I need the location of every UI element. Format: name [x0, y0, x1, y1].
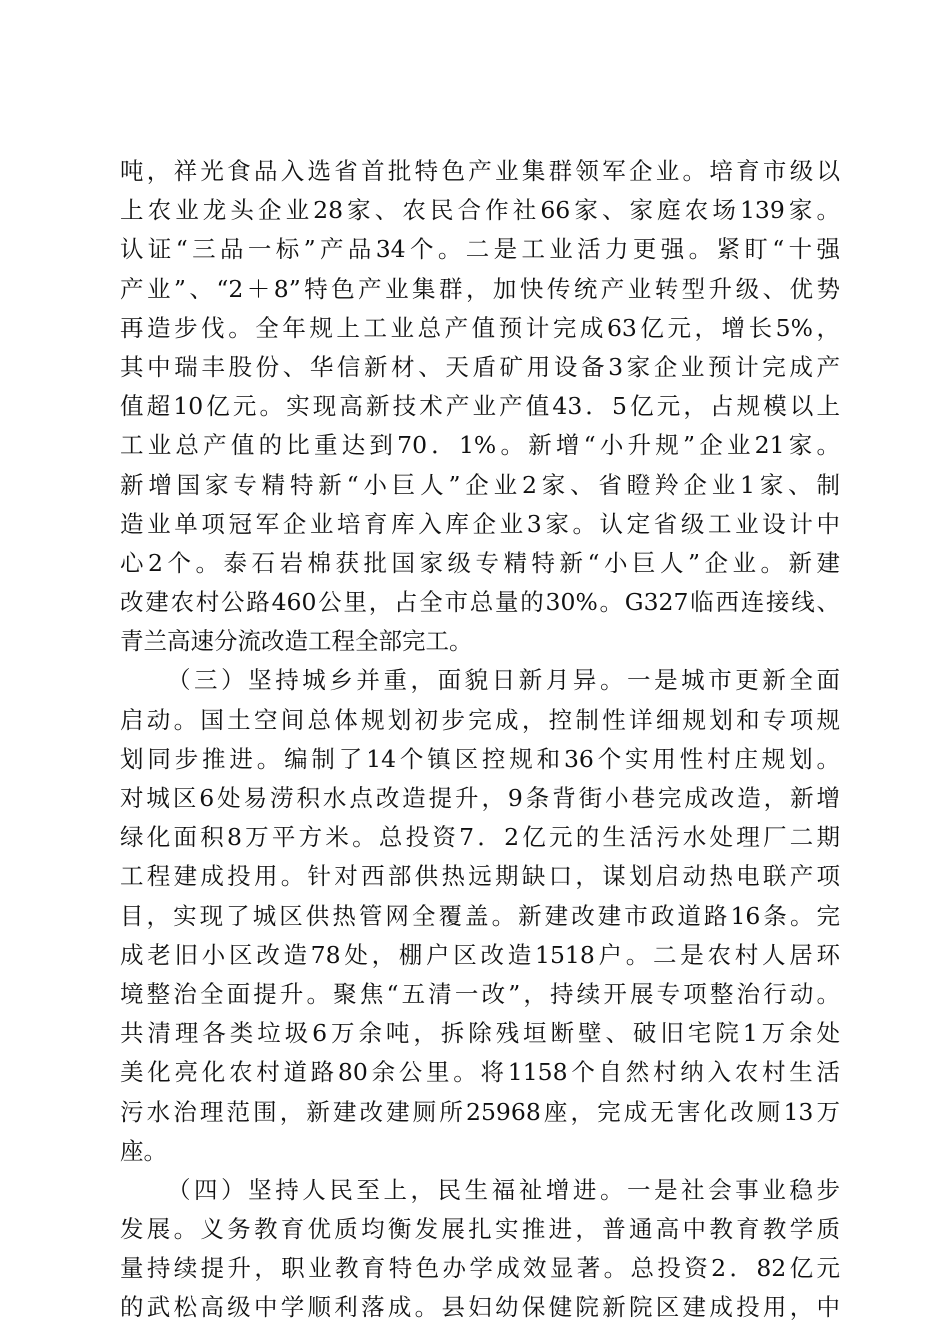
- text-line: 成老旧小区改造78处，棚户区改造1518户。二是农村人居环: [120, 940, 840, 969]
- text-line: 改建农村公路460公里，占全市总量的30%。G327临西连接线、: [120, 588, 840, 617]
- text-line: 认证“三品一标”产品34个。二是工业活力更强。紧盯“十强: [120, 235, 840, 264]
- text-line: 心2个。泰石岩棉获批国家级专精特新“小巨人”企业。新建: [120, 548, 840, 577]
- text-line: 上农业龙头企业28家、农民合作社66家、家庭农场139家。: [120, 196, 840, 225]
- text-line: 再造步伐。全年规上工业总产值预计完成63亿元，增长5%，: [120, 313, 840, 342]
- text-line: 产业”、“2＋8”特色产业集群，加快传统产业转型升级、优势: [120, 274, 840, 303]
- text-line: 造业单项冠军企业培育库入库企业3家。认定省级工业设计中: [120, 509, 840, 538]
- text-line: 吨，祥光食品入选省首批特色产业集群领军企业。培育市级以: [120, 157, 840, 185]
- text-line: 量持续提升，职业教育特色办学成效显著。总投资2．82亿元: [120, 1254, 840, 1283]
- paragraph-first-line: （四）坚持人民至上，民生福祉增进。一是社会事业稳步: [167, 1175, 840, 1204]
- document-body-text: [120, 152, 840, 1328]
- text-line: 的武松高级中学顺利落成。县妇幼保健院新院区建成投用，中: [120, 1293, 840, 1322]
- text-line: 境整治全面提升。聚焦“五清一改”，持续开展专项整治行动。: [120, 979, 840, 1008]
- text-line: 美化亮化农村道路80余公里。将1158个自然村纳入农村生活: [120, 1058, 840, 1087]
- text-line: 值超10亿元。实现高新技术产业产值43．5亿元，占规模以上: [120, 392, 840, 421]
- text-line: 新增国家专精特新“小巨人”企业2家、省瞪羚企业1家、制: [120, 470, 840, 499]
- text-line: 其中瑞丰股份、华信新材、天盾矿用设备3家企业预计完成产: [120, 352, 840, 381]
- text-line: 绿化面积8万平方米。总投资7．2亿元的生活污水处理厂二期: [120, 823, 840, 852]
- text-line: 座。: [120, 1136, 167, 1165]
- text-line: 启动。国土空间总体规划初步完成，控制性详细规划和专项规: [120, 705, 840, 734]
- text-line: 工业总产值的比重达到70．1%。新增“小升规”企业21家。: [120, 431, 840, 460]
- text-line: 污水治理范围，新建改建厕所25968座，完成无害化改厕13万: [120, 1097, 840, 1126]
- text-line: 目，实现了城区供热管网全覆盖。新建改建市政道路16条。完: [120, 901, 840, 930]
- text-line: 共清理各类垃圾6万余吨，拆除残垣断壁、破旧宅院1万余处: [120, 1019, 840, 1048]
- text-line: 工程建成投用。针对西部供热远期缺口，谋划启动热电联产项: [120, 862, 840, 891]
- text-line: 发展。义务教育优质均衡发展扎实推进，普通高中教育教学质: [120, 1215, 840, 1244]
- paragraph-first-line: （三）坚持城乡并重，面貌日新月异。一是城市更新全面: [167, 666, 840, 695]
- text-line: 划同步推进。编制了14个镇区控规和36个实用性村庄规划。: [120, 744, 840, 773]
- text-line: 青兰高速分流改造工程全部完工。: [120, 627, 473, 656]
- text-line: 对城区6处易涝积水点改造提升，9条背街小巷完成改造，新增: [120, 784, 840, 812]
